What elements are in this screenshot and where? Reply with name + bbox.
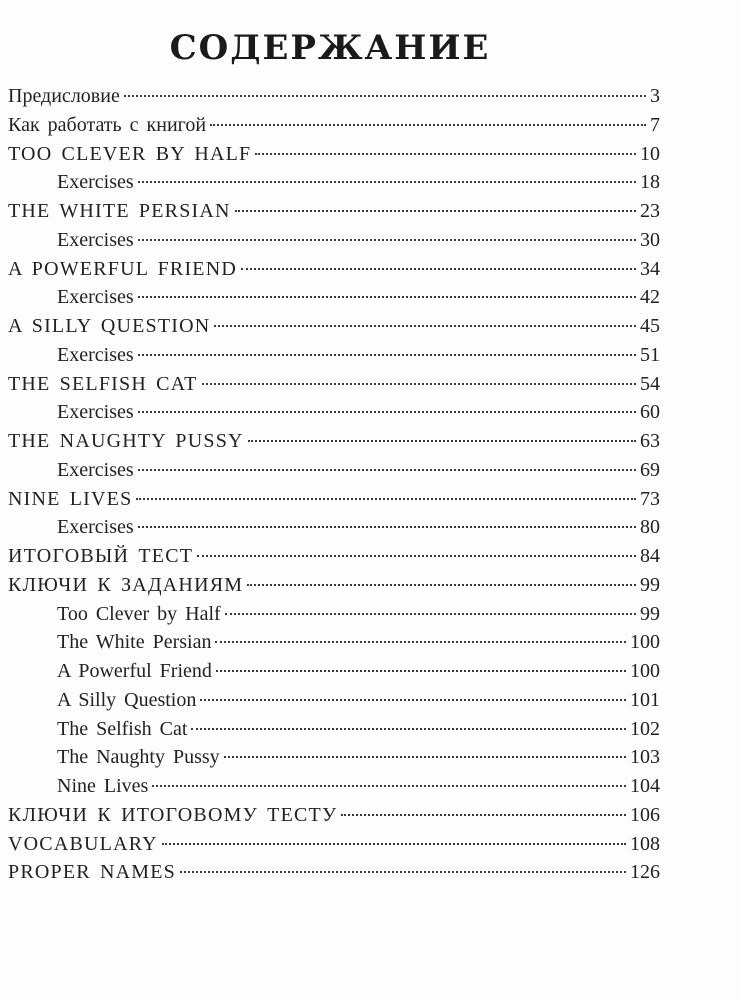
toc-entry-label: NINE LIVES (8, 487, 133, 510)
toc-entry (8, 82, 660, 111)
toc-entry-label: The Selfish Cat (57, 717, 188, 740)
toc-subentry (8, 513, 660, 542)
toc-entry-label: Как работать с книгой (8, 113, 207, 136)
page-title: СОДЕРЖАНИЕ (169, 28, 491, 68)
toc-entry (8, 542, 660, 571)
dot-leader (241, 268, 636, 270)
toc-subentry (8, 686, 660, 715)
toc-subentry (8, 743, 660, 772)
toc-subentry (8, 341, 660, 370)
toc-page-number: 30 (640, 228, 660, 251)
toc-entry (8, 571, 660, 600)
toc-page-number: 60 (640, 401, 660, 424)
toc-subentry (8, 600, 660, 629)
toc-page-number: 54 (640, 372, 660, 395)
toc-page-number: 99 (640, 602, 660, 625)
dot-leader (216, 670, 626, 672)
toc-entry-label: The Naughty Pussy (57, 746, 220, 769)
toc-entry (8, 312, 660, 341)
toc-entry-label: Exercises (57, 171, 134, 194)
toc-subentry (8, 398, 660, 427)
toc-entry-label: Предисловие (8, 85, 120, 107)
toc-entry (8, 485, 660, 514)
toc-subentry (8, 226, 660, 255)
toc-page-number: 99 (640, 573, 660, 596)
dot-leader (247, 584, 636, 586)
toc-entry-label: Exercises (57, 343, 134, 366)
toc-entry-label: VOCABULARY (8, 832, 158, 855)
toc-page-number: 106 (630, 803, 660, 826)
toc-entry-label: Nine Lives (57, 775, 149, 797)
toc-entry-label: A POWERFUL FRIEND (8, 257, 238, 280)
toc-entry-label: Exercises (57, 401, 134, 424)
toc-page-number: 23 (640, 200, 660, 222)
dot-leader (138, 526, 636, 528)
dot-leader (152, 785, 626, 787)
toc-page-number: 45 (640, 315, 660, 337)
toc-page-number: 34 (640, 257, 660, 280)
toc-subentry (8, 657, 660, 686)
toc-page-number: 84 (640, 545, 660, 567)
dot-leader (210, 124, 646, 126)
dot-leader (124, 95, 646, 97)
toc-entry (8, 111, 660, 140)
toc-page-number: 3 (650, 85, 660, 107)
toc-page-number: 80 (640, 516, 660, 539)
dot-leader (202, 383, 636, 385)
dot-leader (138, 354, 636, 356)
dot-leader (138, 239, 636, 241)
dot-leader (162, 843, 626, 845)
toc-entry-label: КЛЮЧИ К ИТОГОВОМУ ТЕСТУ (8, 803, 338, 826)
toc-page-number: 108 (630, 832, 660, 855)
toc-page-number: 100 (630, 631, 660, 654)
toc-page-number: 63 (640, 430, 660, 452)
dot-leader (180, 871, 626, 873)
toc-entry (8, 801, 660, 830)
toc-entry-label: Too Clever by Half (57, 602, 221, 625)
toc-page-number: 18 (640, 171, 660, 194)
toc-page-number: 69 (640, 458, 660, 481)
toc-subentry (8, 456, 660, 485)
toc-entry-label: Exercises (57, 516, 134, 539)
toc-page-number: 10 (640, 142, 660, 165)
toc-entry-label: The White Persian (57, 631, 212, 654)
dot-leader (200, 699, 626, 701)
toc-entry-label: Exercises (57, 286, 134, 309)
toc-page-number: 100 (630, 660, 660, 682)
toc-entry-label: Exercises (57, 458, 134, 481)
dot-leader (224, 756, 626, 758)
toc-page-number: 126 (630, 861, 660, 884)
toc-entry-label: THE WHITE PERSIAN (8, 200, 231, 222)
toc-page-number: 102 (630, 717, 660, 740)
toc-entry (8, 830, 660, 859)
dot-leader (225, 613, 636, 615)
toc-entry-label: A Powerful Friend (57, 660, 212, 682)
toc-entry-label: TOO CLEVER BY HALF (8, 142, 252, 165)
toc-entry-label: КЛЮЧИ К ЗАДАНИЯМ (8, 573, 244, 596)
toc-page-number: 73 (640, 487, 660, 510)
toc-entry (8, 255, 660, 284)
toc-page-number: 103 (630, 746, 660, 769)
toc-entry-label: ИТОГОВЫЙ ТЕСТ (8, 545, 194, 567)
toc-entry (8, 858, 660, 887)
toc-page-number: 104 (630, 775, 660, 797)
dot-leader (138, 469, 636, 471)
dot-leader (214, 325, 636, 327)
dot-leader (138, 296, 636, 298)
dot-leader (248, 440, 636, 442)
toc-entry-label: THE SELFISH CAT (8, 372, 198, 395)
toc-entry (8, 370, 660, 399)
toc-subentry (8, 628, 660, 657)
toc-page-number: 101 (630, 688, 660, 711)
dot-leader (138, 411, 636, 413)
dot-leader (255, 153, 636, 155)
toc-entry-label: PROPER NAMES (8, 861, 176, 884)
dot-leader (235, 210, 636, 212)
dot-leader (215, 641, 626, 643)
dot-leader (191, 728, 626, 730)
toc-subentry (8, 283, 660, 312)
toc-subentry (8, 168, 660, 197)
toc-entry-label: THE NAUGHTY PUSSY (8, 430, 244, 452)
toc-page-number: 42 (640, 286, 660, 309)
dot-leader (341, 814, 626, 816)
toc-entry-label: A Silly Question (57, 688, 197, 711)
toc-subentry (8, 772, 660, 801)
toc-page-number: 51 (640, 343, 660, 366)
dot-leader (136, 498, 636, 500)
toc-entry (8, 140, 660, 169)
toc-page-number: 7 (650, 113, 660, 136)
dot-leader (138, 181, 636, 183)
toc-subentry (8, 715, 660, 744)
dot-leader (197, 555, 636, 557)
toc-entry (8, 197, 660, 226)
toc-entry-label: A SILLY QUESTION (8, 315, 211, 337)
toc-entry-label: Exercises (57, 228, 134, 251)
table-of-contents (8, 82, 660, 887)
toc-entry (8, 427, 660, 456)
